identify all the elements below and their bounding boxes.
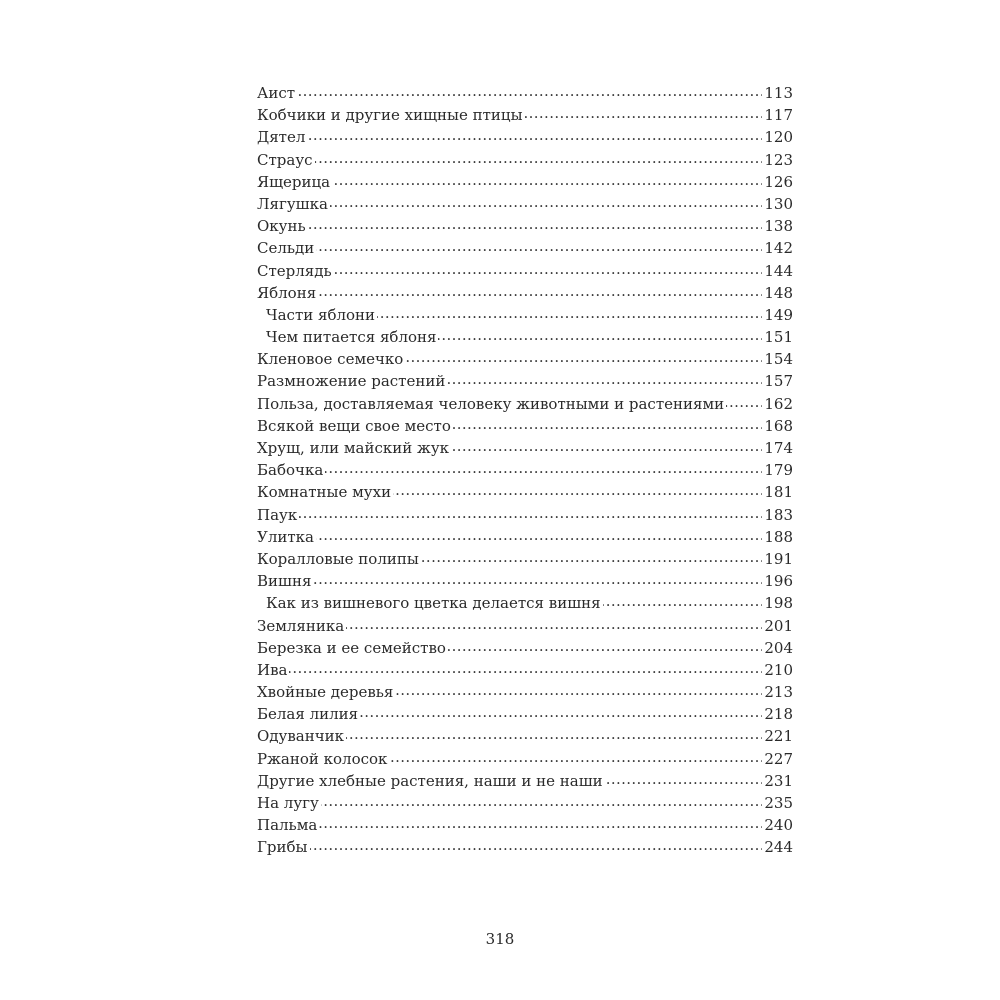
toc-entry-page: 210 bbox=[764, 660, 793, 679]
dot-leader bbox=[316, 527, 762, 542]
toc-entry bbox=[257, 416, 793, 438]
toc-entry-title: На лугу bbox=[257, 794, 319, 812]
toc-entry-title: Хрущ, или майский жук bbox=[257, 439, 450, 457]
dot-leader bbox=[319, 815, 762, 830]
toc-entry bbox=[257, 172, 793, 194]
toc-entry bbox=[257, 571, 793, 593]
dot-leader bbox=[310, 837, 763, 852]
toc-entry-page: 196 bbox=[764, 572, 793, 591]
toc-entry bbox=[257, 815, 793, 837]
toc-entry bbox=[257, 638, 793, 660]
toc-entry-page: 149 bbox=[764, 305, 793, 324]
toc-entry bbox=[257, 261, 793, 283]
dot-leader bbox=[332, 172, 762, 187]
dot-leader bbox=[605, 771, 763, 786]
toc-entry-title: Березка и ее семейство bbox=[257, 638, 446, 657]
toc-entry-title: Дятел bbox=[257, 128, 306, 147]
toc-entry-page: 221 bbox=[764, 727, 793, 746]
dot-leader bbox=[330, 194, 762, 209]
toc-entry-title: Кобчики и другие хищные птицы bbox=[257, 106, 523, 125]
toc-entry-page: 191 bbox=[764, 549, 793, 568]
toc-entry bbox=[257, 837, 793, 859]
toc-entry-page: 244 bbox=[764, 838, 793, 857]
toc-entry-page: 183 bbox=[764, 505, 793, 524]
toc-entry-title: Страус bbox=[257, 150, 313, 169]
toc-entry-title: Сельди bbox=[257, 239, 315, 258]
toc-entry-page: 142 bbox=[764, 239, 793, 258]
dot-leader bbox=[308, 216, 763, 231]
toc-entry-title: Ива bbox=[257, 660, 288, 679]
dot-leader bbox=[453, 416, 762, 431]
toc-entry-page: 151 bbox=[764, 328, 793, 347]
dot-leader bbox=[321, 793, 763, 808]
dot-leader bbox=[451, 438, 762, 453]
toc-entry bbox=[257, 704, 793, 726]
toc-entry bbox=[257, 438, 793, 460]
toc-entry-title: Паук bbox=[257, 505, 298, 524]
toc-entry-page: 130 bbox=[764, 194, 793, 213]
toc-entry bbox=[257, 593, 793, 615]
toc-entry-page: 168 bbox=[764, 416, 793, 435]
toc-entry-page: 179 bbox=[764, 461, 793, 480]
toc-entry-title: Стерлядь bbox=[257, 261, 332, 280]
toc-entry-title: Лягушка bbox=[257, 194, 328, 213]
toc-entry bbox=[257, 216, 793, 238]
dot-leader bbox=[313, 571, 762, 586]
toc-entry bbox=[257, 616, 793, 638]
toc-entry-page: 162 bbox=[764, 394, 793, 413]
dot-leader bbox=[447, 371, 762, 386]
dot-leader bbox=[325, 460, 762, 475]
toc-entry-page: 126 bbox=[764, 172, 793, 191]
dot-leader bbox=[389, 749, 762, 764]
toc-entry bbox=[257, 349, 793, 371]
dot-leader bbox=[405, 349, 762, 364]
dot-leader bbox=[346, 616, 762, 631]
toc-entry-title: Другие хлебные растения, наши и не наши bbox=[257, 771, 603, 790]
toc-entry-title: Чем питается яблоня bbox=[266, 328, 437, 347]
toc-entry bbox=[257, 749, 793, 771]
dot-leader bbox=[393, 482, 762, 497]
table-of-contents bbox=[257, 83, 793, 860]
toc-entry-page: 144 bbox=[764, 261, 793, 280]
toc-entry-page: 113 bbox=[764, 84, 793, 102]
toc-entry-title: Размножение растений bbox=[257, 372, 446, 391]
toc-entry-title: Яблоня bbox=[257, 283, 317, 302]
dot-leader bbox=[421, 549, 763, 564]
toc-entry-title: Аист bbox=[257, 84, 296, 102]
toc-entry-page: 213 bbox=[764, 683, 793, 702]
toc-entry-title: Вишня bbox=[257, 572, 312, 591]
toc-entry bbox=[257, 505, 793, 527]
dot-leader bbox=[525, 105, 763, 120]
toc-entry bbox=[257, 83, 793, 105]
dot-leader bbox=[448, 638, 762, 653]
toc-entry-title: Ящерица bbox=[257, 172, 331, 191]
toc-entry-title: Комнатные мухи bbox=[257, 483, 392, 502]
toc-entry-title: Части яблони bbox=[266, 305, 376, 324]
toc-entry-page: 138 bbox=[764, 217, 793, 236]
toc-entry bbox=[257, 682, 793, 704]
toc-entry-title: Как из вишневого цветка делается вишня bbox=[266, 594, 601, 613]
toc-entry bbox=[257, 305, 793, 327]
toc-entry-page: 201 bbox=[764, 616, 793, 635]
page-number: 318 bbox=[485, 930, 515, 948]
toc-entry bbox=[257, 771, 793, 793]
toc-entry bbox=[257, 150, 793, 172]
toc-entry-page: 188 bbox=[764, 527, 793, 546]
dot-leader bbox=[289, 660, 762, 675]
toc-entry bbox=[257, 127, 793, 149]
toc-entry-page: 154 bbox=[764, 350, 793, 369]
toc-entry-title: Окунь bbox=[257, 217, 306, 236]
toc-entry bbox=[257, 793, 793, 815]
toc-entry-page: 117 bbox=[764, 106, 793, 125]
toc-entry bbox=[257, 238, 793, 260]
dot-leader bbox=[316, 238, 762, 253]
toc-entry bbox=[257, 105, 793, 127]
toc-entry bbox=[257, 460, 793, 482]
toc-entry-title: Одуванчик bbox=[257, 727, 345, 746]
toc-entry-title: Ржаной колосок bbox=[257, 749, 388, 768]
toc-entry bbox=[257, 482, 793, 504]
toc-entry-title: Хвойные деревья bbox=[257, 683, 394, 702]
dot-leader bbox=[334, 261, 763, 276]
dot-leader bbox=[603, 593, 763, 608]
toc-entry-page: 240 bbox=[764, 816, 793, 835]
toc-entry-page: 235 bbox=[764, 794, 793, 812]
toc-entry-title: Белая лилия bbox=[257, 705, 359, 724]
toc-entry bbox=[257, 660, 793, 682]
dot-leader bbox=[299, 505, 762, 520]
dot-leader bbox=[318, 283, 762, 298]
toc-entry-page: 123 bbox=[764, 150, 793, 169]
toc-entry-title: Пальма bbox=[257, 816, 318, 835]
toc-entry-page: 198 bbox=[764, 594, 793, 613]
toc-entry bbox=[257, 371, 793, 393]
toc-entry-title: Всякой вещи свое место bbox=[257, 416, 451, 435]
toc-entry bbox=[257, 726, 793, 748]
dot-leader bbox=[360, 704, 762, 719]
toc-entry bbox=[257, 394, 793, 416]
toc-entry-page: 157 bbox=[764, 372, 793, 391]
toc-entry-title: Коралловые полипы bbox=[257, 549, 419, 568]
toc-entry-page: 204 bbox=[764, 638, 793, 657]
toc-entry bbox=[257, 327, 793, 349]
toc-entry-page: 181 bbox=[764, 483, 793, 502]
toc-entry-page: 174 bbox=[764, 439, 793, 457]
dot-leader bbox=[297, 83, 762, 98]
dot-leader bbox=[315, 150, 763, 165]
toc-entry-page: 218 bbox=[764, 705, 793, 724]
toc-entry-page: 231 bbox=[764, 771, 793, 790]
dot-leader bbox=[377, 305, 762, 320]
toc-entry-page: 120 bbox=[764, 128, 793, 147]
toc-entry bbox=[257, 283, 793, 305]
toc-entry bbox=[257, 549, 793, 571]
toc-entry-title: Польза, доставляемая человеку животными и растениями bbox=[257, 394, 725, 413]
toc-entry-title: Улитка bbox=[257, 527, 314, 546]
toc-entry-title: Грибы bbox=[257, 838, 308, 857]
dot-leader bbox=[307, 127, 762, 142]
toc-entry bbox=[257, 527, 793, 549]
toc-entry-title: Бабочка bbox=[257, 461, 324, 480]
toc-entry-title: Кленовое семечко bbox=[257, 350, 404, 369]
dot-leader bbox=[346, 726, 762, 741]
toc-entry-title: Земляника bbox=[257, 616, 345, 635]
toc-entry-page: 227 bbox=[764, 749, 793, 768]
dot-leader bbox=[395, 682, 762, 697]
toc-entry bbox=[257, 194, 793, 216]
dot-leader bbox=[726, 394, 762, 409]
dot-leader bbox=[438, 327, 762, 342]
toc-entry-page: 148 bbox=[764, 283, 793, 302]
